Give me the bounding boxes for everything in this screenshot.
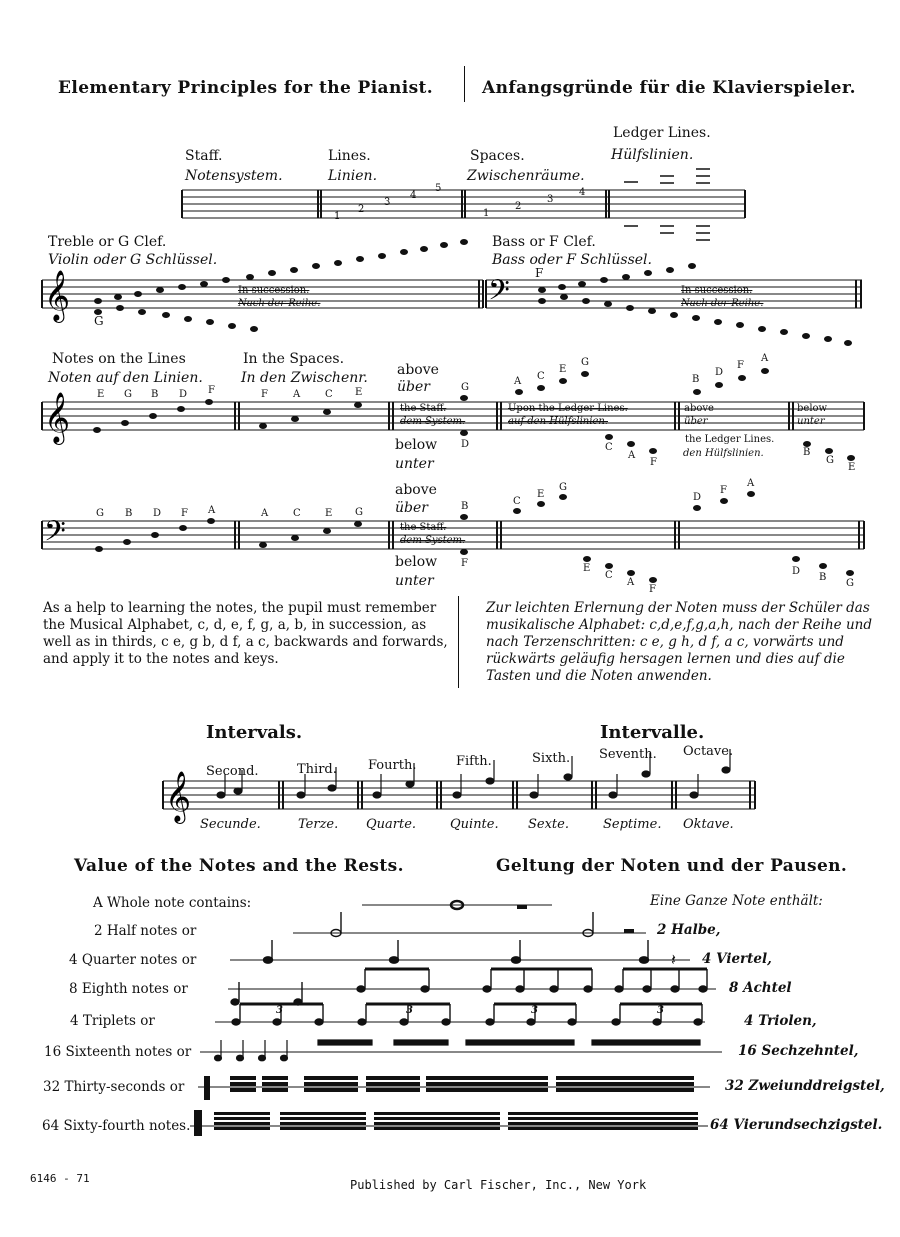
value-row-sixteenth-de: 16 Sechzehntel, (738, 1043, 859, 1059)
staff-label-en: Staff. (185, 148, 223, 164)
the-staff-label-1: the Staff. (400, 403, 447, 414)
staff-label-de: Notensystem. (185, 168, 283, 184)
title-english: Elementary Principles for the Pianist. (58, 78, 434, 98)
ledger2-below-g: G (826, 455, 834, 466)
ledger-above-e: E (559, 364, 567, 375)
treble-below-note: D (461, 439, 470, 450)
bass-succession-de: Nach der Reihe. (681, 298, 764, 309)
on-lines-label-de: Noten auf den Linien. (48, 370, 203, 386)
below-label-small: below (797, 403, 828, 414)
unter-label-small: unter (797, 416, 825, 427)
treble-clef-label-de: Violin oder G Schlüssel. (48, 252, 218, 268)
treble-space-note-e: E (355, 387, 363, 398)
intervals-title-de: Intervalle. (600, 722, 705, 743)
interval-third-en: Third. (297, 762, 337, 777)
bass-ledger2-below-b: B (819, 572, 827, 583)
bass-clef-icon: 𝄢 (488, 274, 510, 314)
above-label-de-2: über (395, 500, 428, 516)
interval-second-de: Secunde. (200, 817, 261, 832)
ledger-above-g: G (581, 357, 589, 368)
treble-line-note-g: G (124, 389, 132, 400)
ledger2-above-d: D (715, 367, 724, 378)
treble-space-note-c: C (325, 389, 333, 400)
intervals-title-en: Intervals. (206, 722, 303, 743)
above-label-en-2: above (395, 482, 437, 498)
treble-succession-en: In succession. (238, 285, 310, 296)
interval-fourth-de: Quarte. (366, 817, 417, 832)
the-staff-label-2: the Staff. (400, 522, 447, 533)
space-num-4: 4 (579, 187, 586, 198)
uber-label-small: über (684, 416, 708, 427)
quarter-rest-icon: 𝄽 (671, 950, 676, 969)
below-label-en-1: below (395, 437, 438, 453)
on-lines-label-en: Notes on the Lines (52, 351, 186, 367)
bass-ledger-below-c: C (605, 570, 613, 581)
bass-ledger-below-a: A (627, 577, 635, 588)
bass-space-note-a: A (261, 508, 269, 519)
treble-above-note: G (461, 382, 469, 393)
bass-ledger2-below-g: G (846, 578, 854, 589)
ledger2-above-b: B (692, 374, 700, 385)
value-row-sixteenth-en: 16 Sixteenth notes or (44, 1044, 192, 1060)
value-row-quarter-de: 4 Viertel, (702, 951, 772, 967)
value-row-triplet-en: 4 Triplets or (70, 1013, 155, 1029)
bass-line-note-a: A (208, 505, 216, 516)
ledger2-below-e: E (848, 462, 856, 473)
treble-g-note-label: G (94, 314, 104, 328)
publisher-credit: Published by Carl Fischer, Inc., New York (350, 1178, 647, 1192)
bass-ledger2-below-d: D (792, 566, 801, 577)
bass-line-note-f: F (181, 508, 188, 519)
bass-clef-icon-2: 𝄢 (44, 515, 66, 555)
value-row-eighth-en: 8 Eighth notes or (69, 981, 188, 997)
treble-clef-icon-3: 𝄞 (165, 771, 192, 822)
interval-octave-de: Oktave. (683, 817, 734, 832)
bass-ledger-below-f: F (649, 584, 656, 595)
title-german: Anfangsgründe für die Klavierspieler. (482, 78, 856, 98)
bass-ledger2-above-f: F (720, 485, 727, 496)
triplet-mark-4: 3 (657, 1005, 664, 1016)
the-ledger-lines-de: den Hülfslinien. (683, 448, 764, 459)
above-label-small: above (684, 403, 714, 414)
triplet-mark-1: 3 (276, 1005, 283, 1016)
line-num-4: 4 (410, 190, 417, 201)
interval-octave-en: Octave. (683, 744, 734, 759)
line-num-5: 5 (435, 183, 442, 194)
treble-line-note-b: B (151, 389, 159, 400)
bass-line-note-d: D (153, 508, 162, 519)
ledger2-above-a: A (761, 353, 769, 364)
lines-label-de: Linien. (328, 168, 378, 184)
ledger2-above-f: F (737, 360, 744, 371)
value-row-half-en: 2 Half notes or (94, 923, 197, 939)
bass-clef-label-en: Bass or F Clef. (492, 234, 596, 250)
bass-f-note-label: F (535, 266, 544, 280)
above-label-en-1: above (397, 362, 439, 378)
ledger-above-c: C (537, 371, 545, 382)
interval-fifth-de: Quinte. (450, 817, 499, 832)
below-label-de-2: unter (395, 573, 434, 589)
treble-space-note-f: F (261, 389, 268, 400)
below-label-de-1: unter (395, 456, 434, 472)
auf-den-label: auf den Hülfslinien. (508, 416, 608, 427)
lines-label-en: Lines. (328, 148, 371, 164)
interval-third-de: Terze. (298, 817, 339, 832)
treble-line-note-e: E (97, 389, 105, 400)
treble-clef-label-en: Treble or G Clef. (48, 234, 167, 250)
dem-system-label-1: dem System. (400, 416, 466, 427)
ledger-label-de: Hülfslinien. (611, 147, 694, 163)
above-label-de-1: über (397, 379, 430, 395)
interval-sixth-en: Sixth. (532, 751, 571, 766)
in-spaces-label-en: In the Spaces. (243, 351, 345, 367)
values-title-en: Value of the Notes and the Rests. (74, 856, 404, 876)
treble-clef-icon: 𝄞 (44, 270, 71, 321)
space-num-3: 3 (547, 194, 554, 205)
value-row-quarter-en: 4 Quarter notes or (69, 952, 197, 968)
help-text-german: Zur leichten Erlernung der Noten muss der Schüler das musikalische Alphabet: c,d,e,f,g,a,h, nach der Reihe und nach Terzenschritten: c e, g h, d f, a c, vorwärts und rückwärts geläufig hersagen lernen und dies auf die Tasten und die Noten anwenden. (486, 600, 872, 684)
bass-below-note: F (461, 558, 468, 569)
bass-above-note: B (461, 501, 469, 512)
bass-ledger-above-c: C (513, 496, 521, 507)
treble-line-note-f: F (208, 385, 215, 396)
the-ledger-lines-en: the Ledger Lines. (685, 434, 775, 445)
bass-line-note-g: G (96, 508, 104, 519)
values-title-de: Geltung der Noten und der Pausen. (496, 856, 848, 876)
spaces-label-en: Spaces. (470, 148, 525, 164)
value-row-eighth-de: 8 Achtel (729, 980, 792, 996)
bass-ledger-above-e: E (537, 489, 545, 500)
value-row-whole-de: Eine Ganze Note enthält: (650, 893, 823, 909)
bass-space-note-c: C (293, 508, 301, 519)
value-row-sixtyfourth-en: 64 Sixty-fourth notes. (42, 1118, 191, 1134)
help-text-english: As a help to learning the notes, the pupil must remember the Musical Alphabet, c, d, e, f, g, a, b, in succession, as well as in thirds, c e, g b, d f, a c, backwards and forwards, and apply it to the notes and keys. (43, 600, 448, 667)
bass-line-note-b: B (125, 508, 133, 519)
ledger-below-a: A (628, 450, 636, 461)
triplet-mark-2: 3 (406, 1005, 413, 1016)
treble-succession-de: Nach der Reihe. (238, 298, 321, 309)
dem-system-label-2: dem System. (400, 535, 466, 546)
space-num-2: 2 (515, 201, 522, 212)
bass-ledger-below-e: E (583, 563, 591, 574)
bass-ledger2-above-a: A (747, 478, 755, 489)
bass-ledger-above-g: G (559, 482, 567, 493)
line-num-2: 2 (358, 204, 365, 215)
treble-space-note-a: A (293, 389, 301, 400)
ledger-below-c: C (605, 442, 613, 453)
line-num-1: 1 (334, 211, 341, 222)
ledger-label-en: Ledger Lines. (613, 125, 711, 141)
value-row-thirtysecond-en: 32 Thirty-seconds or (43, 1079, 185, 1095)
interval-fifth-en: Fifth. (456, 754, 492, 769)
value-row-thirtysecond-de: 32 Zweiunddreigstel, (725, 1078, 885, 1094)
treble-clef-icon-2: 𝄞 (44, 392, 71, 443)
bass-ledger2-above-d: D (693, 492, 702, 503)
interval-second-en: Second. (206, 764, 259, 779)
interval-sixth-de: Sexte. (528, 817, 569, 832)
ledger2-below-b: B (803, 447, 811, 458)
in-spaces-label-de: In den Zwischenr. (241, 370, 368, 386)
interval-fourth-en: Fourth. (368, 758, 417, 773)
below-label-en-2: below (395, 554, 438, 570)
value-row-triplet-de: 4 Triolen, (744, 1013, 817, 1029)
upon-ledger-label: Upon the Ledger Lines. (508, 403, 628, 414)
value-row-half-de: 2 Halbe, (657, 922, 721, 938)
bass-succession-en: In succession. (681, 285, 753, 296)
bass-clef-label-de: Bass oder F Schlüssel. (492, 252, 652, 268)
spaces-label-de: Zwischenräume. (467, 168, 585, 184)
ledger-below-f: F (650, 457, 657, 468)
bass-space-note-e: E (325, 508, 333, 519)
treble-line-note-d: D (179, 389, 188, 400)
ledger-above-a: A (514, 376, 522, 387)
plate-number: 6146 - 71 (30, 1172, 90, 1185)
line-num-3: 3 (384, 197, 391, 208)
space-num-1: 1 (483, 208, 490, 219)
interval-seventh-en: Seventh. (599, 747, 657, 762)
value-row-whole-en: A Whole note contains: (93, 895, 252, 911)
interval-seventh-de: Septime. (603, 817, 662, 832)
bass-space-note-g: G (355, 507, 363, 518)
value-row-sixtyfourth-de: 64 Vierundsechzigstel. (710, 1117, 883, 1133)
triplet-mark-3: 3 (531, 1005, 538, 1016)
